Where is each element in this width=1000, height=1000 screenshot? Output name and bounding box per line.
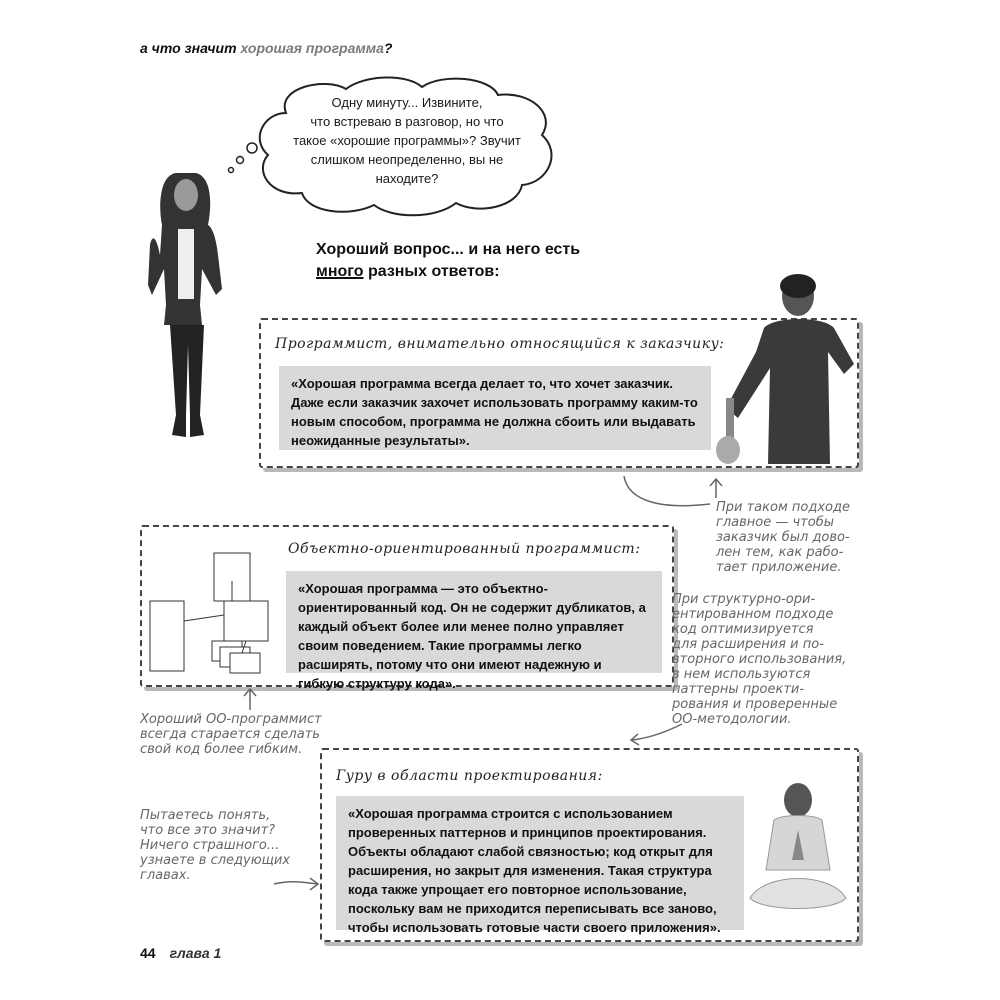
note-line: паттерны проекти- xyxy=(672,682,805,697)
intro-line-2-rest: разных ответов: xyxy=(363,263,500,280)
panel-title: Гуру в области проектирования: xyxy=(336,768,603,784)
header-prefix: а что значит xyxy=(140,40,241,56)
note-line: тает приложение. xyxy=(716,560,842,575)
intro-line-1: Хороший вопрос... и на него есть xyxy=(316,241,581,258)
header-suffix: ? xyxy=(383,40,393,56)
arrow-to-panel-1 xyxy=(618,470,718,520)
note-line: ентированном подходе xyxy=(672,607,834,622)
note-line: Пытаетесь понять, xyxy=(140,808,271,823)
page-footer xyxy=(140,945,221,961)
panel-title: Программист, внимательно относящийся к заказчику: xyxy=(275,336,725,352)
note-line: узнаете в следующих xyxy=(140,853,291,868)
arrow-to-panel-3 xyxy=(626,718,686,748)
note-structured xyxy=(672,592,862,727)
note-line: главах. xyxy=(140,868,191,883)
note-line: код оптимизируется xyxy=(672,622,814,637)
thought-line: такое «хорошие программы»? Звучит xyxy=(293,133,521,148)
note-line: свой код более гибким. xyxy=(140,742,303,757)
panel-quote: «Хорошая программа строится с использованием проверенных паттернов и принципов проектирования. Объекты обладают слабой связностью; код открыт для расширения, но закрыт для изменения. Такая структура кода также упрощает его повторное использование, поскольку вам не приходится переписывать все заново, чтобы использовать готовые части своего приложения». xyxy=(336,796,744,930)
thought-bubble xyxy=(246,73,566,221)
note-line: При структурно-ори- xyxy=(672,592,816,607)
woman-photo xyxy=(138,165,238,455)
note-line: для расширения и по- xyxy=(672,637,824,652)
note-line: что все это значит? xyxy=(140,823,276,838)
page-number: 44 xyxy=(140,945,156,961)
panel-title: Объектно-ориентированный программист: xyxy=(288,541,641,557)
note-line: Ничего страшного... xyxy=(140,838,280,853)
note-line: лен тем, как рабо- xyxy=(716,545,844,560)
note-line: Хороший ОО-программист xyxy=(140,712,322,727)
thought-line: находите? xyxy=(375,171,439,186)
guru-photo xyxy=(746,780,850,920)
man-with-guitar-photo xyxy=(704,268,864,464)
note-line: При таком подходе xyxy=(716,500,850,515)
note-line: ОО-методологии. xyxy=(672,712,792,727)
note-line: всегда старается сделать xyxy=(140,727,320,742)
panel-oo xyxy=(140,525,674,691)
note-customer xyxy=(716,500,876,575)
uml-diagram-icon xyxy=(146,551,274,677)
running-header xyxy=(140,40,392,56)
arrow-up-icon xyxy=(706,476,726,500)
intro-underlined-word: много xyxy=(316,263,364,280)
note-line: главное — чтобы xyxy=(716,515,834,530)
arrow-right-icon xyxy=(272,872,322,894)
note-line: рования и проверенные xyxy=(672,697,838,712)
intro-line-2 xyxy=(316,261,580,283)
thought-line: Одну минуту... Извините, xyxy=(331,95,483,110)
thought-line: слишком неопределенно, вы не xyxy=(310,152,504,167)
note-line: в нем используются xyxy=(672,667,811,682)
thought-bubble-text xyxy=(288,93,526,188)
note-line: вторного использования, xyxy=(672,652,847,667)
header-accent: хорошая программа xyxy=(240,40,384,56)
intro-text xyxy=(316,239,580,283)
panel-quote: «Хорошая программа — это объектно-ориентированный код. Он не содержит дубликатов, а каждый объект более или менее полно управляет своим поведением. Такие программы легко расширять, потому что они имеют надежную и гибкую структуру кода». xyxy=(286,571,662,673)
thought-line: что встреваю в разговор, но что xyxy=(310,114,504,129)
note-line: заказчик был дово- xyxy=(716,530,850,545)
arrow-up-icon xyxy=(240,686,260,712)
chapter-label: глава 1 xyxy=(169,945,222,961)
panel-quote: «Хорошая программа всегда делает то, что хочет заказчик. Даже если заказчик захочет использовать программу каким-то новым способом, программа не должна сбоить или выдавать неожиданные результаты». xyxy=(279,366,711,450)
